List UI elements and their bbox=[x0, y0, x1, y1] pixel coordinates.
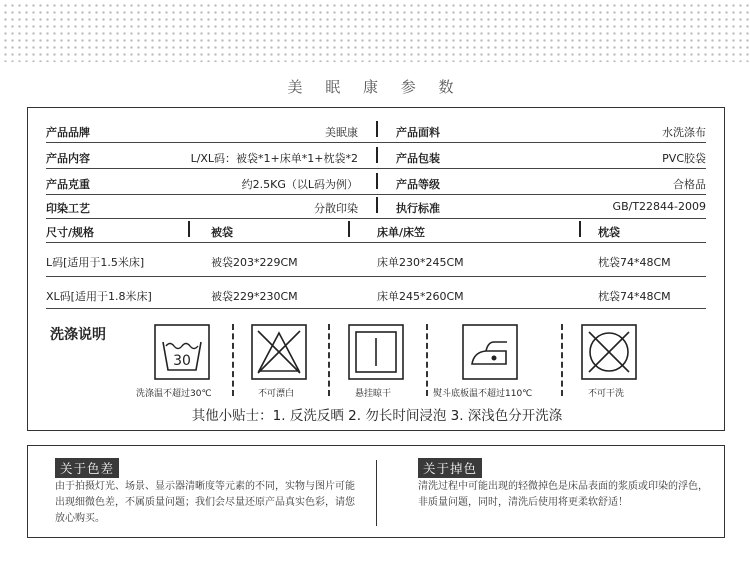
spec-value: 合格品 bbox=[673, 178, 706, 191]
spec-key: 产品品牌 bbox=[46, 126, 90, 139]
spec-key: 产品内容 bbox=[46, 152, 90, 165]
size-col-header: 枕袋 bbox=[598, 226, 620, 239]
spec-value: PVC胶袋 bbox=[662, 152, 706, 165]
page-title: 美 眠 康 参 数 bbox=[287, 78, 463, 96]
hang-dry-icon bbox=[348, 324, 404, 380]
care-tips: 其他小贴士：1. 反洗反晒 2. 勿长时间浸泡 3. 深浅色分开洗涤 bbox=[191, 408, 563, 424]
spec-value: 分散印染 bbox=[314, 202, 358, 215]
dashed-divider bbox=[328, 324, 330, 396]
size-header-row bbox=[46, 218, 706, 243]
spec-key: 产品等级 bbox=[396, 178, 440, 191]
col-divider bbox=[188, 221, 190, 237]
spec-row bbox=[46, 170, 706, 195]
spec-value: 约2.5KG（以L码为例） bbox=[241, 178, 358, 191]
fading-text: 清洗过程中可能出现的轻微掉色是床品表面的浆质或印染的浮色，非质量问题，同时，清洗后使用将更柔软舒适！ bbox=[418, 481, 708, 508]
spec-table bbox=[27, 107, 725, 431]
washing-title: 洗涤说明 bbox=[50, 327, 106, 343]
size-cell: L码[适用于1.5米床] bbox=[46, 256, 145, 269]
size-col-header: 被袋 bbox=[211, 226, 233, 239]
spec-row bbox=[46, 118, 706, 143]
icon-label: 不可干洗 bbox=[588, 389, 625, 399]
col-divider bbox=[579, 221, 581, 237]
wash-30-icon bbox=[154, 324, 210, 380]
no-bleach-icon bbox=[251, 324, 307, 380]
spec-key: 执行标准 bbox=[396, 202, 440, 215]
spec-value: GB/T22844-2009 bbox=[612, 200, 706, 213]
dashed-divider bbox=[426, 324, 428, 396]
size-cell: 枕袋74*48CM bbox=[598, 256, 671, 269]
spec-value: L/XL码：被袋*1+床单*1+枕袋*2 bbox=[190, 152, 358, 165]
spec-key: 印染工艺 bbox=[46, 202, 90, 215]
spec-row bbox=[46, 194, 706, 219]
spec-key: 产品面料 bbox=[396, 126, 440, 139]
color-diff-text: 由于拍摄灯光、场景、显示器清晰度等元素的不同，实物与图片可能出现细微色差，不属质量问题；我们会尽量还原产品真实色彩，请您放心购买。 bbox=[55, 481, 355, 524]
iron-icon bbox=[462, 324, 518, 380]
row-divider bbox=[376, 173, 378, 189]
notes-divider bbox=[376, 460, 377, 526]
icon-label: 洗涤温不超过30℃ bbox=[136, 389, 212, 399]
spec-key: 产品包装 bbox=[396, 152, 440, 165]
color-diff-tag: 关于色差 bbox=[55, 458, 119, 478]
row-divider bbox=[376, 197, 378, 213]
size-col-header: 尺寸/规格 bbox=[46, 226, 95, 239]
notes-box bbox=[27, 445, 725, 538]
dashed-divider bbox=[561, 324, 563, 396]
size-cell: 枕袋74*48CM bbox=[598, 290, 671, 303]
row-divider bbox=[376, 121, 378, 137]
size-col-header: 床单/床笠 bbox=[377, 226, 426, 239]
spec-value: 水洗涤布 bbox=[662, 126, 706, 139]
no-dry-clean-icon bbox=[581, 324, 637, 380]
size-row bbox=[46, 248, 706, 277]
spec-row bbox=[46, 144, 706, 169]
icon-label: 熨斗底板温不超过110℃ bbox=[433, 389, 533, 399]
size-cell: 床单245*260CM bbox=[377, 290, 464, 303]
fading-tag: 关于掉色 bbox=[418, 458, 482, 478]
row-divider bbox=[376, 147, 378, 163]
size-row bbox=[46, 280, 706, 309]
dashed-divider bbox=[232, 324, 234, 396]
icon-label: 不可漂白 bbox=[258, 389, 295, 399]
size-cell: 被袋229*230CM bbox=[211, 290, 298, 303]
spec-key: 产品克重 bbox=[46, 178, 90, 191]
dotted-header-pattern bbox=[0, 0, 750, 62]
icon-label: 悬挂晾干 bbox=[355, 389, 392, 399]
spec-value: 美眠康 bbox=[325, 126, 358, 139]
wash-temp-text: 30 bbox=[173, 353, 191, 369]
size-cell: XL码[适用于1.8米床] bbox=[46, 290, 152, 303]
size-cell: 床单230*245CM bbox=[377, 256, 464, 269]
size-cell: 被袋203*229CM bbox=[211, 256, 298, 269]
col-divider bbox=[348, 221, 350, 237]
